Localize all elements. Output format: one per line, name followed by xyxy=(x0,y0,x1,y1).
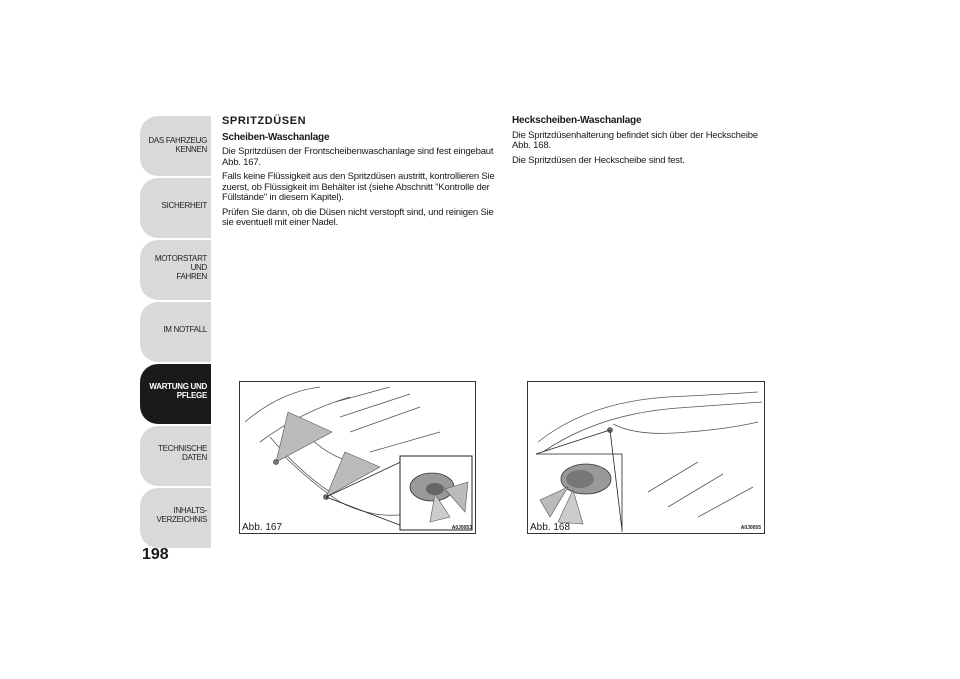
tab-im-notfall[interactable]: IM NOTFALL xyxy=(140,302,211,362)
left-column xyxy=(222,116,500,233)
paragraph: Falls keine Flüssigkeit aus den Spritzdüsen austritt, kontrollieren Sie zuerst, ob Flüssigkeit im Behälter ist (siehe Abschnitt "Kontrolle der Füllstände" in diesem Kapitel). xyxy=(222,171,495,203)
subtitle-heckscheiben: Heckscheiben-Waschanlage xyxy=(512,115,642,126)
subtitle-scheiben: Scheiben-Waschanlage xyxy=(222,131,330,143)
paragraph: Prüfen Sie dann, ob die Düsen nicht verstopft sind, und reinigen Sie sie eventuell mit einer Nadel. xyxy=(222,206,494,228)
chapter-tabs xyxy=(140,116,211,550)
tab-das-fahrzeug-kennen[interactable]: DAS FAHRZEUG KENNEN xyxy=(140,116,211,176)
tab-motorstart-und-fahren[interactable]: MOTORSTART UND FAHREN xyxy=(140,240,211,300)
windscreen-nozzles-illustration xyxy=(240,382,475,533)
rear-window-nozzle-illustration xyxy=(528,382,764,533)
paragraph: Die Spritzdüsen der Heckscheibe sind fest. xyxy=(512,154,685,166)
figure-code: A0J0055 xyxy=(740,525,761,531)
figure-code: A0J0053 xyxy=(451,525,472,531)
tab-technische-daten[interactable]: TECHNISCHE DATEN xyxy=(140,426,211,486)
figure-label: Abb. 167 xyxy=(242,522,283,533)
tab-wartung-und-pflege[interactable]: WARTUNG UND PFLEGE xyxy=(140,364,211,424)
page-number: 198 xyxy=(142,546,169,563)
figure-167 xyxy=(239,381,476,534)
right-column xyxy=(512,116,774,170)
tab-sicherheit[interactable]: SICHERHEIT xyxy=(140,178,211,238)
section-title: SPRITZDÜSEN xyxy=(222,115,307,127)
figure-168 xyxy=(527,381,765,534)
tab-inhaltsverzeichnis[interactable]: INHALTS- VERZEICHNIS xyxy=(140,488,211,548)
figure-label: Abb. 168 xyxy=(530,522,571,533)
paragraph: Die Spritzdüsenhalterung befindet sich über der Heckscheibe Abb. 168. xyxy=(512,129,758,151)
paragraph: Die Spritzdüsen der Frontscheibenwaschanlage sind fest eingebaut Abb. 167. xyxy=(222,146,494,168)
